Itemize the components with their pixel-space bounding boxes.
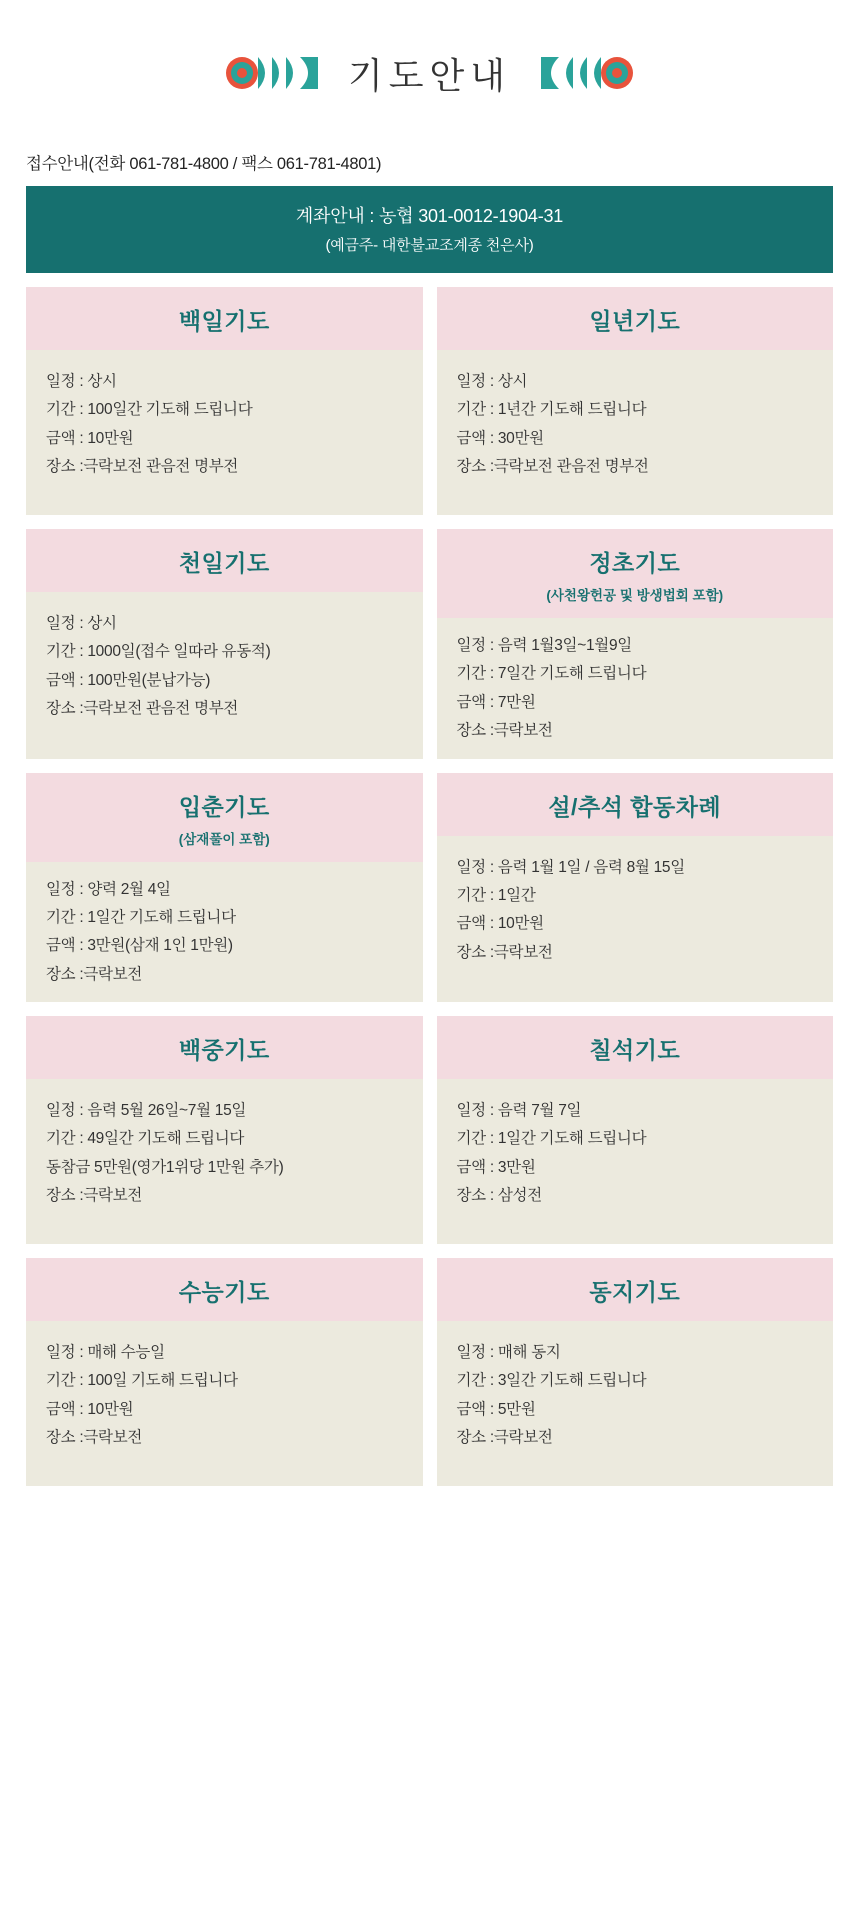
prayer-detail-place: 장소 :극락보전 관음전 명부전 (46, 700, 239, 718)
prayer-card-title: 일년기도 (589, 308, 681, 334)
prayer-detail-schedule: 일정 : 상시 (46, 615, 117, 632)
ornament-icon-left (224, 52, 334, 94)
prayer-detail-schedule: 일정 : 음력 7월 7일 (456, 1102, 582, 1119)
prayer-card-title: 동지기도 (589, 1279, 681, 1305)
prayer-card-body (437, 836, 834, 1003)
prayer-detail-period: 기간 : 1일간 (456, 886, 536, 904)
ornament-icon-right (525, 52, 635, 94)
account-banner (26, 186, 833, 273)
prayer-card-header (26, 287, 423, 350)
prayer-card (437, 529, 834, 759)
prayer-card-header (437, 287, 834, 350)
prayer-detail-period: 기간 : 1일간 기도해 드립니다 (46, 908, 236, 926)
prayer-detail-place: 장소 :극락보전 (46, 1429, 143, 1447)
prayer-detail-schedule: 일정 : 음력 1월3일~1월9일 (456, 637, 632, 654)
prayer-detail-period: 기간 : 1일간 기도해 드립니다 (456, 1130, 647, 1148)
prayer-detail-period: 기간 : 100일간 기도해 드립니다 (46, 401, 253, 419)
prayer-detail-amount: 금액 : 3만원(삼재 1인 1만원) (46, 937, 233, 955)
prayer-card-body (26, 1079, 423, 1244)
prayer-card (26, 1016, 423, 1244)
prayer-card-header (437, 1016, 834, 1079)
prayer-card-grid (26, 287, 833, 1486)
prayer-card-title: 칠석기도 (589, 1037, 681, 1063)
prayer-detail-period: 기간 : 49일간 기도해 드립니다 (46, 1130, 245, 1148)
prayer-card-title: 설/추석 합동차례 (548, 793, 722, 820)
prayer-card-header (437, 529, 834, 618)
prayer-card-title: 백중기도 (178, 1037, 270, 1063)
account-number: 계좌안내 : 농협 301-0012-1904-31 (295, 206, 564, 226)
prayer-detail-place: 장소 :극락보전 (46, 1187, 143, 1205)
prayer-detail-place: 장소 :극락보전 (456, 722, 553, 740)
prayer-detail-amount: 금액 : 3만원 (456, 1158, 536, 1176)
prayer-detail-amount: 금액 : 10만원 (46, 429, 134, 447)
prayer-card-body (26, 862, 423, 1003)
prayer-card-header (437, 773, 834, 836)
prayer-card-title: 입춘기도 (178, 793, 270, 820)
prayer-detail-place: 장소 : 삼성전 (456, 1187, 542, 1205)
prayer-card-body (26, 350, 423, 515)
prayer-detail-place: 장소 :극락보전 (456, 1429, 553, 1447)
prayer-card-body (437, 350, 834, 515)
prayer-detail-schedule: 일정 : 상시 (46, 373, 117, 390)
prayer-detail-place: 장소 :극락보전 관음전 명부전 (46, 458, 239, 476)
prayer-detail-place: 장소 :극락보전 (46, 965, 143, 983)
prayer-card-title: 수능기도 (178, 1279, 270, 1305)
prayer-card (26, 287, 423, 515)
prayer-detail-place: 장소 :극락보전 관음전 명부전 (456, 458, 649, 476)
prayer-detail-amount: 금액 : 30만원 (456, 429, 544, 447)
prayer-card-header (26, 773, 423, 862)
prayer-card-title: 정초기도 (589, 550, 681, 576)
prayer-detail-schedule: 일정 : 매해 동지 (456, 1344, 561, 1361)
prayer-detail-amount: 동참금 5만원(영가1위당 1만원 추가) (46, 1158, 284, 1176)
prayer-card-title: 천일기도 (178, 550, 270, 576)
prayer-detail-period: 기간 : 3일간 기도해 드립니다 (456, 1372, 647, 1390)
prayer-card-body (26, 1321, 423, 1486)
prayer-detail-period: 기간 : 7일간 기도해 드립니다 (456, 665, 647, 683)
prayer-card (26, 1258, 423, 1486)
prayer-detail-period: 기간 : 1000일(접수 일따라 유동적) (46, 643, 271, 661)
prayer-card (437, 287, 834, 515)
account-holder: (예금주- 대한불교조계종 천은사) (325, 237, 534, 254)
prayer-card (437, 1016, 834, 1244)
page-title: 기도안내 (347, 54, 512, 96)
prayer-detail-amount: 금액 : 7만원 (456, 693, 536, 711)
prayer-card-header (26, 529, 423, 592)
prayer-detail-amount: 금액 : 100만원(분납가능) (46, 671, 211, 689)
prayer-card-body (437, 1321, 834, 1486)
prayer-card-header (26, 1258, 423, 1321)
prayer-card-subtitle: (사천왕헌공 및 방생법회 포함) (546, 588, 724, 603)
prayer-detail-amount: 금액 : 10만원 (46, 1400, 134, 1418)
prayer-detail-period: 기간 : 100일 기도해 드립니다 (46, 1372, 238, 1390)
prayer-card-body (437, 618, 834, 759)
prayer-detail-amount: 금액 : 5만원 (456, 1400, 536, 1418)
prayer-card-title: 백일기도 (178, 308, 270, 334)
prayer-card (26, 529, 423, 759)
prayer-detail-amount: 금액 : 10만원 (456, 915, 544, 933)
prayer-detail-schedule: 일정 : 양력 2월 4일 (46, 880, 171, 898)
prayer-detail-place: 장소 :극락보전 (456, 943, 553, 961)
prayer-detail-schedule: 일정 : 상시 (456, 373, 528, 390)
prayer-card-header (26, 1016, 423, 1079)
prayer-detail-schedule: 일정 : 음력 5월 26일~7월 15일 (46, 1102, 247, 1119)
prayer-card (437, 1258, 834, 1486)
contact-info: 접수안내(전화 061-781-4800 / 팩스 061-781-4801) (26, 155, 382, 173)
page-header (0, 0, 859, 116)
prayer-card (437, 773, 834, 1003)
prayer-card-body (26, 592, 423, 759)
prayer-detail-period: 기간 : 1년간 기도해 드립니다 (456, 401, 647, 419)
prayer-detail-schedule: 일정 : 매해 수능일 (46, 1344, 165, 1361)
prayer-card-subtitle: (삼재풀이 포함) (178, 831, 270, 847)
prayer-detail-schedule: 일정 : 음력 1월 1일 / 음력 8월 15일 (456, 858, 685, 876)
prayer-card-header (437, 1258, 834, 1321)
prayer-card-body (437, 1079, 834, 1244)
prayer-card (26, 773, 423, 1003)
